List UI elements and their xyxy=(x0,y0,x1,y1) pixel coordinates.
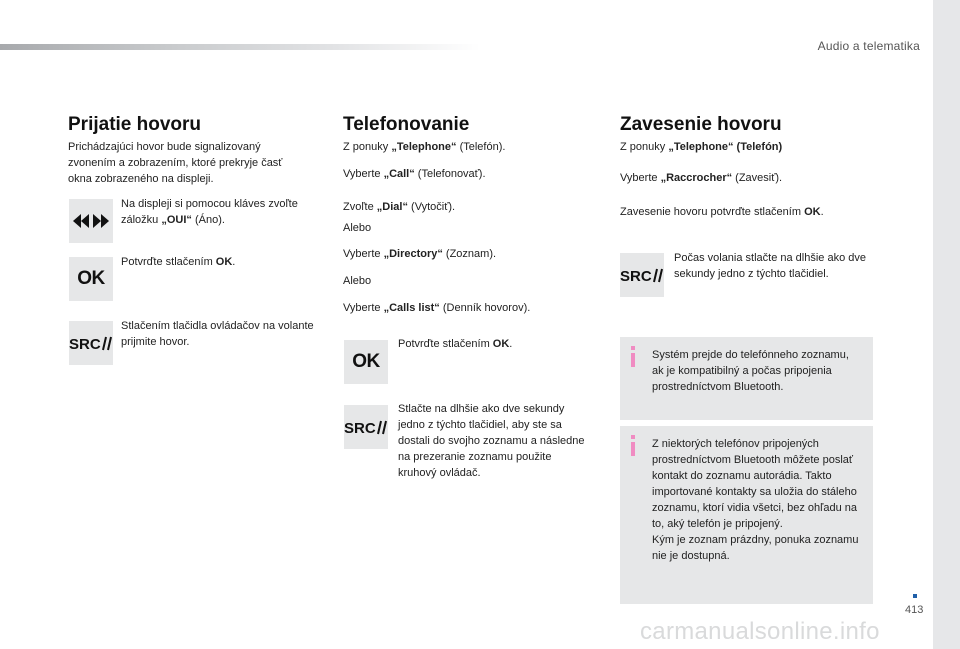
title-receive-call: Prijatie hovoru xyxy=(68,114,202,135)
title-hang-up: Zavesenie hovoru xyxy=(620,114,782,135)
hangup-line1: Z ponuky „Telephone“ (Telefón) xyxy=(620,141,783,153)
src-button-graphic-2 xyxy=(344,405,388,449)
seek-buttons xyxy=(69,199,113,243)
info-text-1: Systém prejde do telefónneho zoznamu, ak je kompatibilný a počas pripojenia prostredníctvom Bluetooth. xyxy=(652,349,849,393)
watermark: carmanualsonline.info xyxy=(640,618,880,645)
receive-step2: Potvrďte stlačením OK. xyxy=(121,256,236,268)
calling-line4: Vyberte „Directory“ (Zoznam). xyxy=(343,248,497,260)
calling-line5: Vyberte „Calls list“ (Denník hovorov). xyxy=(343,302,531,314)
title-calling: Telefonovanie xyxy=(343,114,470,135)
receive-step3: Stlačením tlačidla ovládačov na volante prijmite hovor. xyxy=(121,320,314,348)
hangup-line2: Vyberte „Raccrocher“ (Zavesiť). xyxy=(620,172,783,184)
calling-line2: Vyberte „Call“ (Telefonovať). xyxy=(343,168,486,180)
section-header: Audio a telematika xyxy=(817,39,920,53)
hangup-src-text: Počas volania stlačte na dlhšie ako dve sekundy jedno z týchto tlačidiel. xyxy=(674,252,867,280)
src-button-icon xyxy=(344,417,388,437)
svg-text:SRC: SRC xyxy=(344,420,376,437)
header-gradient-bar xyxy=(0,44,480,50)
calling-line3: Zvoľte „Dial“ (Vytočiť). xyxy=(343,201,456,213)
src-button-graphic xyxy=(69,321,113,365)
info-text-2: Z niektorých telefónov pripojených prostredníctvom Bluetooth môžete poslať kontakt do zoznamu autorádia. Takto importované kontakty sa uložia do stáleho zoznamu, ktorí vidia všetci, bez ohľadu na to, aký telefón je pripojený. Kým je zoznam prázdny, ponuka zoznamu nie je dostupná. xyxy=(652,438,859,562)
calling-or2: Alebo xyxy=(343,275,372,287)
calling-src-text: Stlačte na dlhšie ako dve sekundy jedno z týchto tlačidiel, aby ste sa dostali do svojho zoznamu a následne na prezeranie zoznamu použite kruhový ovládač. xyxy=(398,403,585,479)
info-box-1 xyxy=(620,337,873,420)
seek-arrows-icon xyxy=(71,211,111,231)
info-box-2 xyxy=(620,426,873,604)
src-button-icon xyxy=(69,333,113,353)
svg-text:SRC: SRC xyxy=(620,268,652,285)
hangup-line3: Zavesenie hovoru potvrďte stlačením OK. xyxy=(620,206,824,218)
page-edge-strip xyxy=(933,0,960,649)
page-marker xyxy=(913,594,917,598)
calling-or1: Alebo xyxy=(343,222,372,234)
src-button-icon xyxy=(620,265,664,285)
receive-step1: Na displeji si pomocou kláves zvoľte záložku „OUI“ (Áno). xyxy=(121,198,298,226)
calling-confirm: Potvrďte stlačením OK. xyxy=(398,338,513,350)
calling-line1: Z ponuky „Telephone“ (Telefón). xyxy=(343,141,506,153)
src-button-graphic-3 xyxy=(620,253,664,297)
page-number: 413 xyxy=(905,604,924,616)
svg-text:SRC: SRC xyxy=(69,336,101,353)
ok-button-graphic xyxy=(69,257,113,301)
ok-label: OK xyxy=(77,268,105,289)
ok-button-graphic-2 xyxy=(344,340,388,384)
ok-label: OK xyxy=(352,351,380,372)
receive-intro: Prichádzajúci hovor bude signalizovaný zvonením a zobrazením, ktoré prekryje časť okna zobrazeného na displeji. xyxy=(68,141,283,185)
